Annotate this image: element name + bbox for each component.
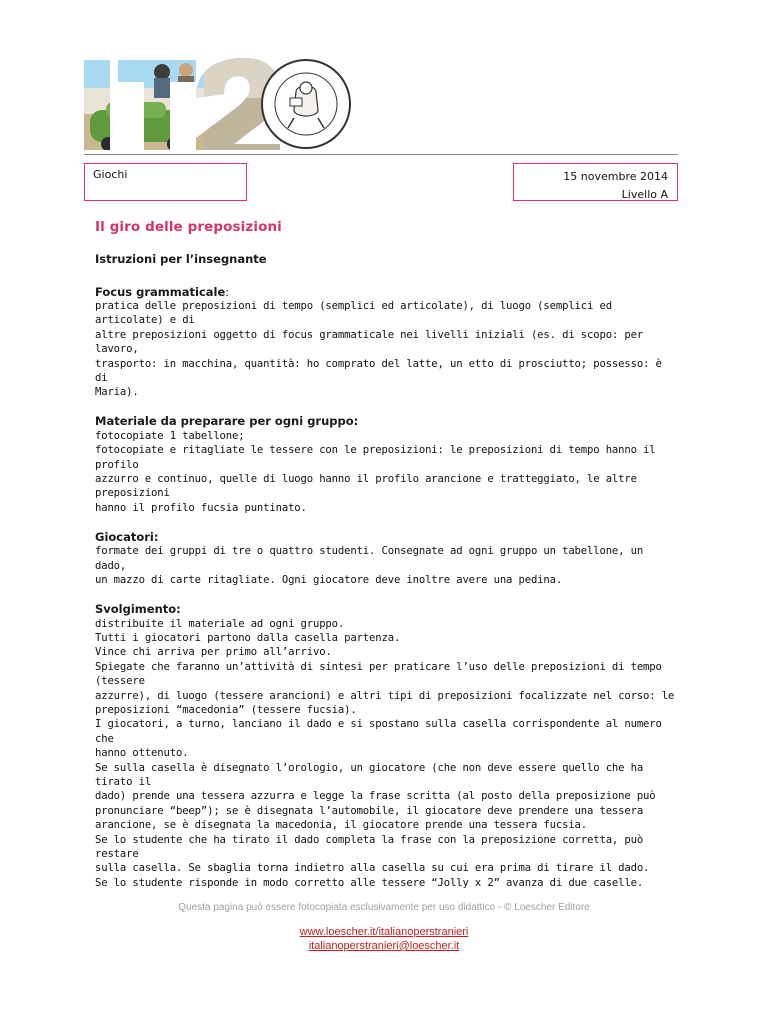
svolgimento-line: Spiegate che faranno un’attività di sintesi per praticare l’uso delle preposizioni di tempo (tessere	[95, 660, 662, 688]
focus-heading: Focus grammaticale:	[95, 284, 230, 299]
svolgimento-line: distribuite il materiale ad ogni gruppo.	[95, 617, 345, 630]
category-label: Giochi	[93, 168, 128, 181]
materiale-heading: Materiale da preparare per ogni gruppo:	[95, 414, 359, 429]
copyright-note: Questa pagina può essere fotocopiata esclusivamente per uso didattico - © Loescher Editore	[178, 902, 590, 913]
header-divider	[84, 154, 678, 155]
svolgimento-line: preposizioni “macedonia” (tessere fucsia).	[95, 703, 357, 716]
focus-line: altre preposizioni oggetto di focus grammaticale nei livelli iniziali (es. di scopo: per lavoro,	[95, 328, 644, 356]
it2-logo-icon	[84, 58, 284, 152]
level-label: Livello A	[621, 188, 668, 201]
svolgimento-line: sulla casella. Se sbaglia torna indietro alla casella su cui era prima di tirare il dado.	[95, 862, 650, 875]
svolgimento-line: I giocatori, a turno, lanciano il dado e si spostano sulla casella corrispondente al numero che	[95, 718, 662, 745]
focus-line: pratica delle preposizioni di tempo (semplici ed articolate), di luogo (semplici ed articolate) e di	[95, 300, 612, 327]
materiale-line: fotocopiate e ritagliate le tessere con le preposizioni: le preposizioni di tempo hanno il profilo	[95, 444, 656, 471]
document-body	[95, 219, 675, 890]
materiale-line: fotocopiate 1 tabellone;	[95, 429, 245, 442]
giocatori-heading: Giocatori:	[95, 529, 159, 544]
loescher-seal-icon	[260, 58, 352, 150]
materiale-line: azzurro e continuo, quelle di luogo hanno il profilo arancione e tratteggiato, le altre preposizioni	[95, 473, 637, 500]
svolgimento-line: pronunciare “beep”); se è disegnata l’automobile, il giocatore deve prendere una tessera	[95, 804, 644, 817]
giocatori-line: formate dei gruppi di tre o quattro studenti. Consegnate ad ogni gruppo un tabellone, un dado,	[95, 545, 644, 572]
section-materiale	[95, 414, 675, 515]
focus-line: trasporto: in macchina, quantità: ho comprato del latte, un etto di prosciutto; possesso: è di	[95, 357, 662, 385]
email-link[interactable]: italianoperstranieri@loescher.it	[308, 940, 460, 952]
section-giocatori	[95, 530, 675, 588]
svolgimento-line: arancione, se è disegnata la macedonia, il giocatore prende una tessera fucsia.	[95, 819, 588, 832]
svolgimento-heading: Svolgimento:	[95, 602, 181, 616]
svolgimento-line: Tutti i giocatori partono dalla casella partenza.	[95, 631, 401, 644]
publisher-logo	[84, 58, 354, 152]
teacher-instructions-heading: Istruzioni per l’insegnante	[95, 252, 267, 266]
giocatori-line: un mazzo di carte ritagliate. Ogni giocatore deve inoltre avere una pedina.	[95, 574, 563, 587]
svolgimento-line: Se lo studente risponde in modo corretto alle tessere “Jolly x 2” avanza di due caselle.	[95, 876, 644, 889]
svolgimento-line: dado) prende una tessera azzurra e legge la frase scritta (al posto della preposizione può	[95, 790, 656, 803]
svolgimento-line: hanno ottenuto.	[95, 747, 189, 760]
focus-line: Maria).	[95, 386, 139, 399]
materiale-line: hanno il profilo fucsia puntinato.	[95, 501, 307, 514]
section-focus	[95, 285, 675, 400]
issue-date: 15 novembre 2014	[563, 170, 668, 183]
date-level-box	[513, 163, 678, 201]
section-svolgimento	[95, 602, 675, 890]
svolgimento-line: Se sulla casella è disegnato l’orologio, un giocatore (che non deve essere quello che ha tirato il	[95, 761, 644, 788]
website-link[interactable]: www.loescher.it/italianoperstranieri	[299, 926, 469, 938]
svolgimento-line: Vince chi arriva per primo all’arrivo.	[95, 646, 332, 659]
category-box	[84, 163, 247, 201]
svolgimento-line: azzurre), di luogo (tessere arancioni) e altri tipi di preposizioni focalizzate nel corso: le	[95, 689, 675, 702]
page-title: Il giro delle preposizioni	[95, 219, 282, 235]
svolgimento-line: Se lo studente che ha tirato il dado completa la frase con la preposizione corretta, può restare	[95, 833, 644, 860]
